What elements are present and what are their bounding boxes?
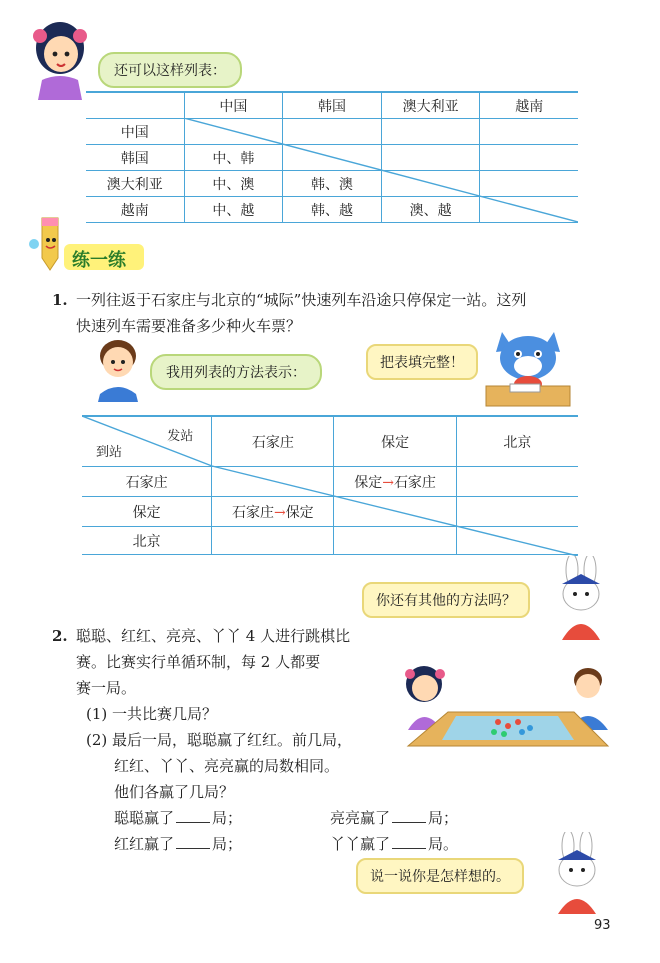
table1-row-header: 澳大利亚 <box>86 171 184 197</box>
table1-header: 越南 <box>480 93 578 119</box>
fill-suffix: 局； <box>212 835 243 853</box>
answer-blank[interactable] <box>392 822 426 823</box>
fill-suffix: 局； <box>212 809 243 827</box>
q2-number: 2. <box>52 627 68 645</box>
q2-line1: 聪聪、红红、亮亮、丫丫 4 人进行跳棋比 <box>76 627 351 645</box>
intro-speech-bubble: 还可以这样列表： <box>98 52 242 88</box>
table1-diagonal <box>184 118 578 222</box>
rabbit-speech-bubble-1: 你还有其他的方法吗？ <box>362 582 530 618</box>
route-to: 保定 <box>285 504 314 521</box>
fill-label: 丫丫赢了 <box>330 835 391 853</box>
table1-cell: 中、越 <box>184 197 283 223</box>
cat-illustration <box>480 322 576 408</box>
practice-title: 练一练 <box>72 250 126 271</box>
q2-sub2-line2: 红红、丫丫、亮亮赢的局数相同。 <box>114 757 340 775</box>
table1-header: 中国 <box>184 93 283 119</box>
answer-blank[interactable] <box>176 848 210 849</box>
table1-cell: 韩、越 <box>283 197 382 223</box>
q2-line3: 赛一局。 <box>76 679 137 697</box>
girl-illustration <box>30 10 94 100</box>
table2-col-header: 石家庄 <box>212 417 334 467</box>
answer-blank[interactable] <box>392 848 426 849</box>
table1-header: 澳大利亚 <box>381 93 480 119</box>
table1-cell: 中、澳 <box>184 171 283 197</box>
boy-speech-bubble: 我用列表的方法表示： <box>150 354 322 390</box>
fill-liangliang <box>330 804 458 832</box>
q1-text-line1: 一列往返于石家庄与北京的“城际”快速列车沿途只停保定一站。这列 <box>76 291 527 309</box>
table2-col-header: 北京 <box>456 417 578 467</box>
arrow-icon: → <box>273 504 286 521</box>
rabbit-illustration-1 <box>548 556 614 642</box>
boy-illustration <box>96 334 142 402</box>
fill-suffix: 局。 <box>428 835 459 853</box>
table1-row-header: 越南 <box>86 197 184 223</box>
corner-arrival-label: 到站 <box>96 445 123 460</box>
cat-speech-bubble: 把表填完整！ <box>366 344 478 380</box>
route-to: 石家庄 <box>393 474 436 491</box>
fill-label: 聪聪赢了 <box>114 809 175 827</box>
fill-suffix: 局； <box>428 809 459 827</box>
table2-col-header: 保定 <box>334 417 456 467</box>
route-from: 石家庄 <box>231 504 274 521</box>
fill-label: 亮亮赢了 <box>330 809 391 827</box>
table1-row-header: 韩国 <box>86 145 184 171</box>
fill-label: 红红赢了 <box>114 835 175 853</box>
table1-header: 韩国 <box>283 93 382 119</box>
table2-row-header: 保定 <box>82 497 212 527</box>
fill-yaya <box>330 830 458 858</box>
fill-honghong <box>114 830 242 858</box>
q2-sub1: (1) 一共比赛几局？ <box>86 705 218 723</box>
table2-row-header: 北京 <box>82 527 212 555</box>
q1-text-line2: 快速列车需要准备多少种火车票？ <box>76 317 302 335</box>
rabbit-speech-bubble-2: 说一说你是怎样想的。 <box>356 858 524 894</box>
table1-row-header: 中国 <box>86 119 184 145</box>
route-from: 保定 <box>354 474 383 491</box>
table2-row-header: 石家庄 <box>82 467 212 497</box>
table1-cell: 澳、越 <box>381 197 480 223</box>
q2-line2: 赛。比赛实行单循环制，每 2 人都要 <box>76 653 321 671</box>
q2-sub2-line1: (2) 最后一局，聪聪赢了红红。前几局， <box>86 731 353 749</box>
table1-corner <box>86 93 184 119</box>
answer-blank[interactable] <box>176 822 210 823</box>
rabbit-illustration-2 <box>544 832 610 916</box>
fill-congcong <box>114 804 242 832</box>
q1-number: 1. <box>52 291 68 309</box>
kids-playing-checkers-illustration <box>398 650 614 754</box>
arrow-icon: → <box>382 474 394 491</box>
q2-sub2-line3: 他们各赢了几局？ <box>114 783 235 801</box>
table1-cell: 中、韩 <box>184 145 283 171</box>
page-number: 93 <box>594 918 611 933</box>
table1-cell: 韩、澳 <box>283 171 382 197</box>
table2-diagonals <box>82 416 578 556</box>
corner-departure-label: 发站 <box>167 429 194 444</box>
